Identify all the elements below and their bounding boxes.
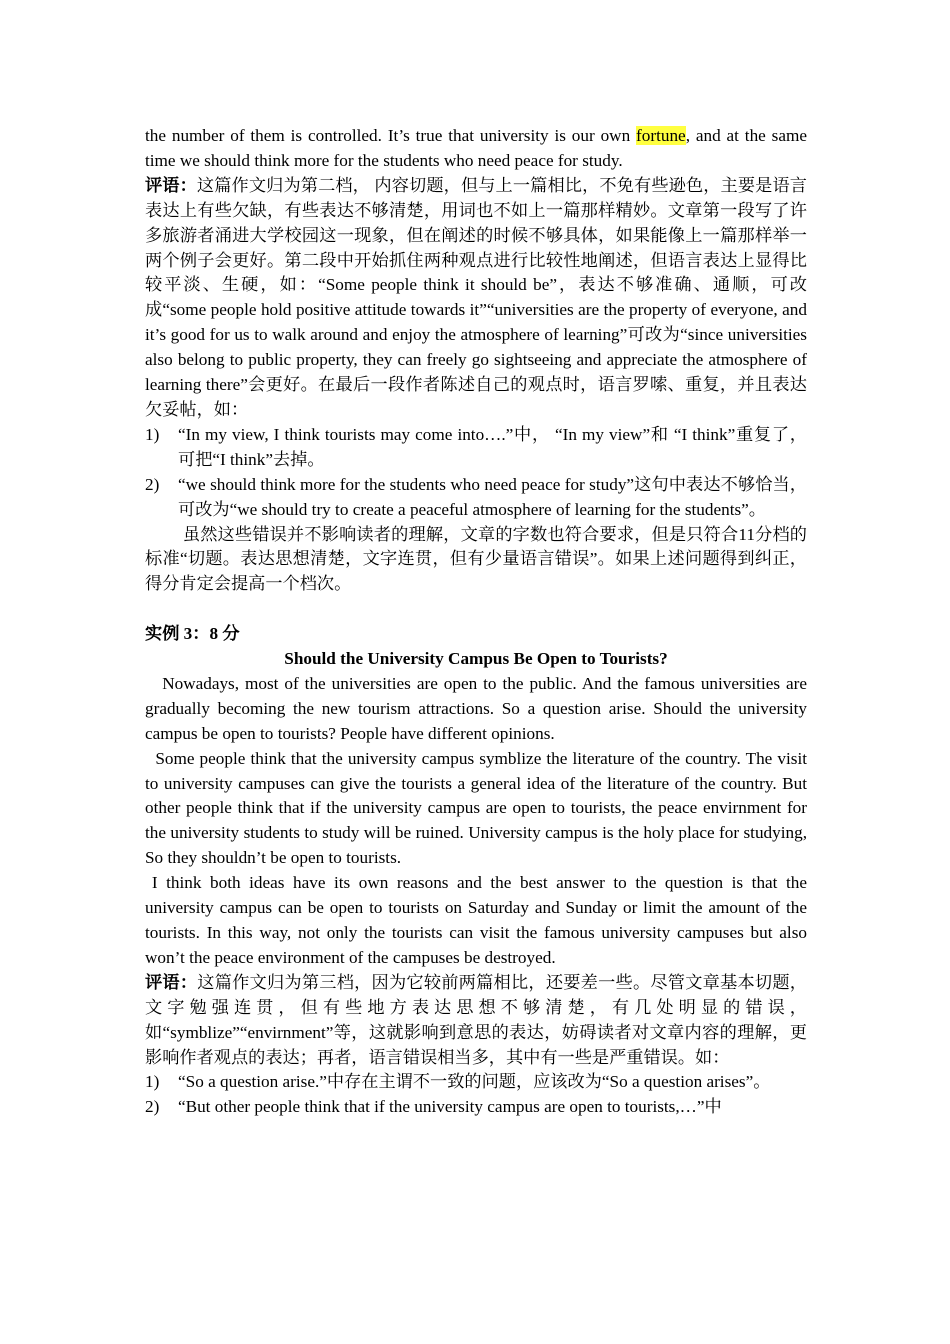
essay2-text-before: the number of them is controlled. It’s true that university is our own — [145, 126, 637, 145]
list-text: “In my view, I think tourists may come into….”中， “In my view”和 “I think”重复了，可把“I think”去掉。 — [178, 424, 807, 469]
comment2-list-item — [145, 423, 807, 473]
comment2-conclusion: 虽然这些错误并不影响读者的理解，文章的字数也符合要求，但是只符合11分档的标准“切题。表达思想清楚，文字连贯，但有少量语言错误”。如果上述问题得到纠正，得分肯定会提高一个档次。 — [145, 524, 807, 594]
essay2-text-after: , and at the same time we should think more for the students who need peace for study. — [145, 126, 807, 170]
list-text: “we should think more for the students who need peace for study”这句中表达不够恰当，可改为“we should try to create a peaceful atmosphere of learning for the students”。 — [178, 474, 807, 519]
list-text: “So a question arise.”中存在主谓不一致的问题，应该改为“So a question arises”。 — [178, 1072, 771, 1092]
essay2-closing-paragraph — [145, 124, 807, 174]
list-number: 1) — [145, 1072, 160, 1092]
comment3-paragraph — [145, 971, 807, 1071]
list-number: 2) — [145, 1097, 160, 1117]
list-text: “But other people think that if the university campus are open to tourists,…”中 — [178, 1097, 722, 1117]
comment2-label: 评语： — [145, 175, 197, 195]
list-number: 1) — [145, 424, 160, 444]
essay3-paragraph: Nowadays, most of the universities are open to the public. And the famous universities are gradually becoming the new tourism attractions. So a question arise. Should the university campus be open to tourists? People have different opinions. — [145, 673, 807, 743]
essay3-paragraph: Some people think that the university campus symblize the literature of the country. The visit to university campuses can give the tourists a general idea of the literature of the country. But other people think that if the university campus are open to tourists, the peace envirnment for the university students to study will be ruined. University campus is the holy place for studying, So they shouldn’t be open to tourists. — [145, 748, 807, 868]
comment2-list-item — [145, 473, 807, 523]
essay3-paragraph: I think both ideas have its own reasons and the best answer to the question is that the university campus can be open to tourists on Saturday and Sunday or limit the amount of the tourists. In this way, not only the tourists can visit the famous university campuses but also won’t the peace environment of the campuses be destroyed. — [145, 873, 807, 967]
comment3-list-item — [145, 1095, 807, 1120]
highlighted-word: fortune — [636, 126, 686, 145]
comment3-list-item — [145, 1070, 807, 1095]
document-body — [145, 124, 807, 1120]
spacer — [145, 597, 807, 622]
essay3-title: Should the University Campus Be Open to Tourists? — [284, 649, 668, 669]
list-number: 2) — [145, 474, 160, 494]
comment2-body: 这篇作文归为第二档， 内容切题，但与上一篇相比，不免有些逊色，主要是语言表达上有些欠缺，有些表达不够清楚，用词也不如上一篇那样精妙。文章第一段写了许多旅游者涌进大学校园这一现象，但在阐述的时候不够具体，如果能像上一篇那样举一两个例子会更好。第二段中开始抓住两种观点进行比较性地阐述，但语言表达上显得比较平淡、生硬，如：“Some people think it should be”，表达不够准确、通顺，可改成“some people hold positive attitude towards it”“universities are the property of everyone, and it’s good for us to walk around and enjoy the atmosphere of learning”可改为“since universities also belong to public property, they can freely go sightseeing and appreciate the atmosphere of learning there”会更好。在最后一段作者陈述自己的观点时，语言罗嗦、重复，并且表达欠妥帖，如： — [145, 175, 807, 419]
comment3-body: 这篇作文归为第三档，因为它较前两篇相比，还要差一些。尽管文章基本切题，文字勉强连贯，但有些地方表达思想不够清楚，有几处明显的错误，如“symblize”“envirnment”等，这就影响到意思的表达，妨碍读者对文章内容的理解，更影响作者观点的表达；再者，语言错误相当多，其中有一些是严重错误。如： — [145, 972, 807, 1067]
comment2-paragraph — [145, 174, 807, 423]
comment3-label: 评语： — [145, 972, 198, 992]
example3-heading: 实例 3：8 分 — [145, 624, 240, 644]
